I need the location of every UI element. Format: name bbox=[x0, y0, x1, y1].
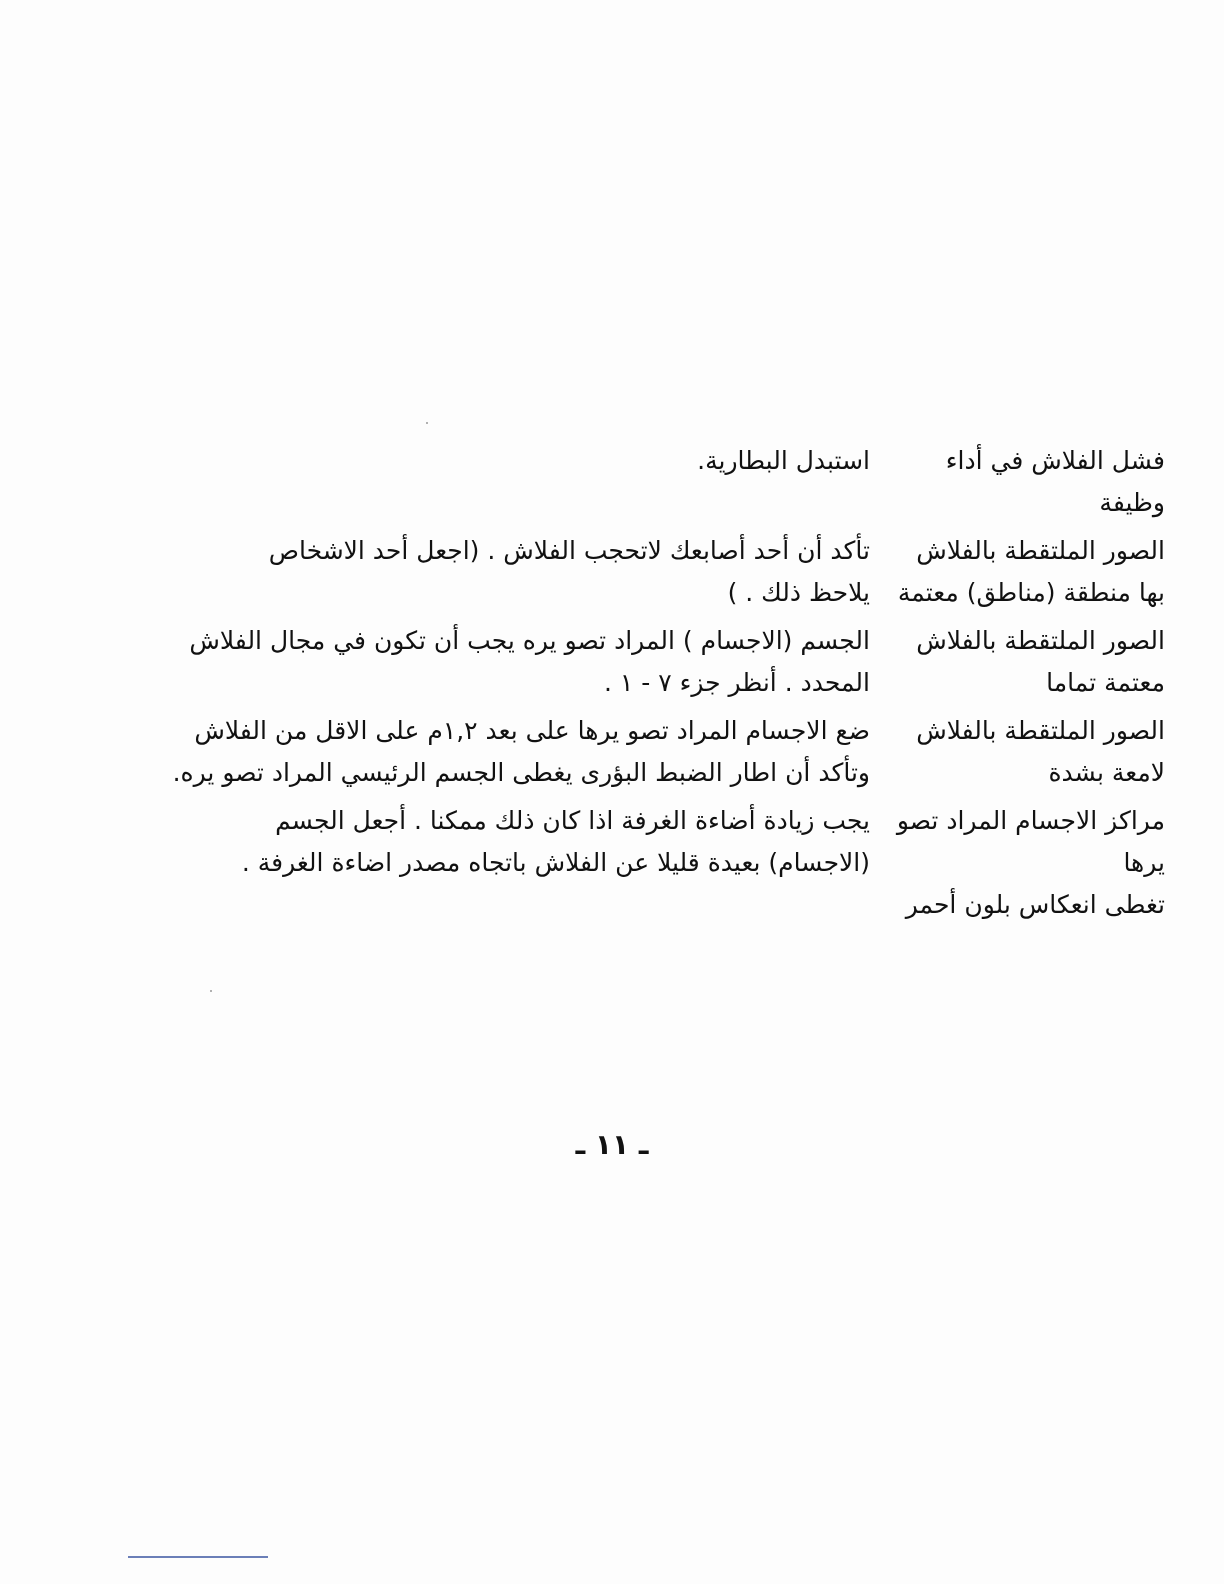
problem-line: فشل الفلاش في أداء bbox=[945, 446, 1165, 475]
remedy-cell bbox=[80, 530, 880, 614]
remedy-line: المحدد . أنظر جزء ٧ - ١ . bbox=[603, 668, 870, 697]
scan-speck bbox=[210, 990, 212, 992]
problem-line: الصور الملتقطة بالفلاش bbox=[916, 536, 1165, 565]
problem-line: الصور الملتقطة بالفلاش bbox=[916, 716, 1165, 745]
remedy-cell bbox=[80, 800, 880, 926]
remedy-line: تأكد أن أحد أصابعك لاتحجب الفلاش . (اجعل أحد الاشخاص bbox=[268, 536, 870, 565]
scan-speck bbox=[426, 422, 428, 424]
troubleshooting-table bbox=[80, 440, 1180, 932]
table-row bbox=[80, 800, 1180, 926]
problem-cell bbox=[880, 620, 1180, 704]
problem-cell bbox=[880, 530, 1180, 614]
remedy-line: وتأكد أن اطار الضبط البؤرى يغطى الجسم الرئيسي المراد تصو يره. bbox=[172, 758, 870, 787]
table-row bbox=[80, 530, 1180, 614]
problem-line: الصور الملتقطة بالفلاش bbox=[916, 626, 1165, 655]
remedy-line: يلاحظ ذلك . ) bbox=[727, 578, 870, 607]
problem-cell bbox=[880, 710, 1180, 794]
page-number: ـ ١١ ـ bbox=[575, 1128, 649, 1161]
problem-line: وظيفة bbox=[1099, 488, 1165, 517]
footnote-divider bbox=[128, 1556, 268, 1558]
problem-line: بها منطقة (مناطق) معتمة bbox=[897, 578, 1165, 607]
problem-cell bbox=[880, 800, 1180, 926]
table-row bbox=[80, 620, 1180, 704]
remedy-line: (الاجسام) بعيدة قليلا عن الفلاش باتجاه مصدر اضاءة الغرفة . bbox=[241, 848, 870, 877]
problem-line: تغطى انعكاس بلون أحمر bbox=[905, 890, 1165, 919]
table-row bbox=[80, 710, 1180, 794]
remedy-line: ضع الاجسام المراد تصو يرها على بعد ١,٢م على الاقل من الفلاش bbox=[194, 716, 870, 745]
remedy-line: الجسم (الاجسام ) المراد تصو يره يجب أن تكون في مجال الفلاش bbox=[189, 626, 870, 655]
problem-cell bbox=[880, 440, 1180, 524]
remedy-cell bbox=[80, 440, 880, 524]
remedy-line: يجب زيادة أضاءة الغرفة اذا كان ذلك ممكنا . أجعل الجسم bbox=[275, 806, 870, 835]
remedy-cell bbox=[80, 710, 880, 794]
problem-line: معتمة تماما bbox=[1046, 668, 1165, 697]
problem-line: لامعة بشدة bbox=[1048, 758, 1165, 787]
table-row bbox=[80, 440, 1180, 524]
remedy-cell bbox=[80, 620, 880, 704]
problem-line: مراكز الاجسام المراد تصو يرها bbox=[896, 806, 1165, 877]
remedy-line: استبدل البطارية. bbox=[697, 446, 870, 475]
